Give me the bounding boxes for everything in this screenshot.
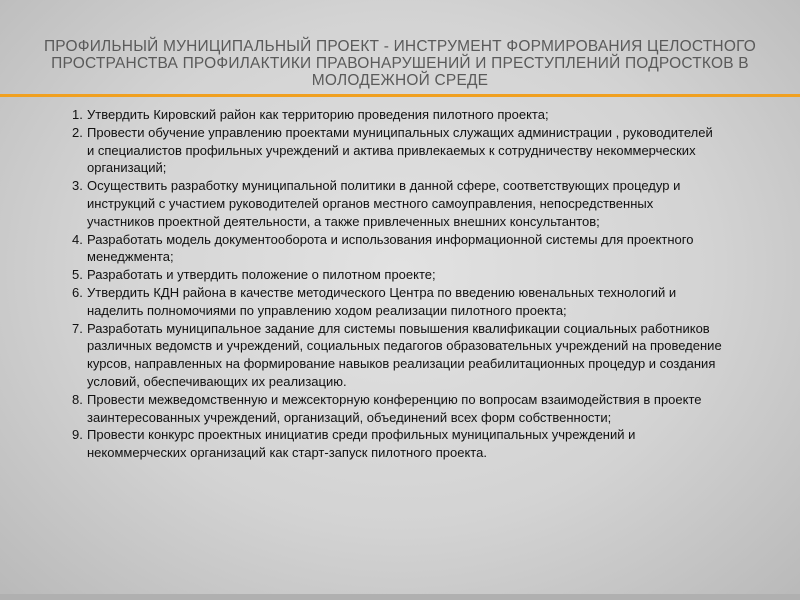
- item-text: Провести межведомственную и межсекторную конференцию по вопросам взаимодействия в проекте заинтересованных учреждений, организаций, объединений всех форм собственности;: [87, 391, 702, 425]
- list-item: [72, 124, 722, 177]
- item-text: Утвердить КДН района в качестве методического Центра по введению ювенальных технологий и наделить полномочиями по управлению ходом реализации пилотного проекта;: [87, 284, 677, 318]
- item-text: Утвердить Кировский район как территорию проведения пилотного проекта;: [87, 107, 549, 122]
- item-text: Разработать муниципальное задание для системы повышения квалификации социальных работников различных ведомств и учреждений, социальных педагогов образовательных учреждений на проведение курсов, направленных на формирование навыков реализации реабилитационных процедур и создания условий, обеспечивающих их реализацию.: [87, 320, 722, 389]
- item-text: Разработать и утвердить положение о пилотном проекте;: [87, 267, 436, 283]
- item-text: Провести обучение управлению проектами муниципальных служащих администрации , руководителей и специалистов профильных учреждений и актива привлекаемых к сотрудничеству некоммерческих организаций;: [87, 124, 713, 176]
- item-text: Разработать модель документооборота и использования информационной системы для проектного менеджмента;: [87, 231, 694, 265]
- bottom-stripe: [0, 594, 800, 600]
- list-item: [72, 284, 722, 320]
- item-number: 5.: [72, 267, 83, 283]
- list-item: [72, 177, 722, 230]
- list-item: [72, 266, 722, 284]
- list-item: [72, 426, 722, 462]
- item-text: Провести конкурс проектных инициатив среди профильных муниципальных учреждений и некоммерческих организаций как старт-запуск пилотного проекта.: [87, 427, 636, 461]
- slide-title: ПРОФИЛЬНЫЙ МУНИЦИПАЛЬНЫЙ ПРОЕКТ - ИНСТРУМЕНТ ФОРМИРОВАНИЯ ЦЕЛОСТНОГО ПРОСТРАНСТВА ПРОФИЛАКТИКИ ПРАВОНАРУШЕНИЙ И ПРЕСТУПЛЕНИЙ ПОДРОСТКОВ В МОЛОДЕЖНОЙ СРЕДЕ: [43, 38, 757, 89]
- item-number: 8.: [72, 391, 83, 407]
- item-number: 9.: [72, 427, 83, 443]
- list-item: [72, 320, 722, 391]
- item-number: 1.: [72, 107, 83, 122]
- item-number: 7.: [72, 320, 83, 336]
- action-list: [72, 106, 722, 462]
- list-item: [72, 231, 722, 267]
- item-number: 4.: [72, 231, 83, 247]
- item-text: Осуществить разработку муниципальной политики в данной сфере, соответствующих процедур и инструкций с участием руководителей органов местного самоуправления, непосредственных участников проектной деятельности, а также привлеченных внешних консультантов;: [87, 178, 681, 229]
- item-number: 2.: [72, 124, 83, 140]
- item-number: 6.: [72, 284, 83, 300]
- title-divider: [0, 94, 800, 97]
- item-number: 3.: [72, 178, 83, 194]
- list-item: [72, 391, 722, 427]
- list-item: [72, 106, 722, 124]
